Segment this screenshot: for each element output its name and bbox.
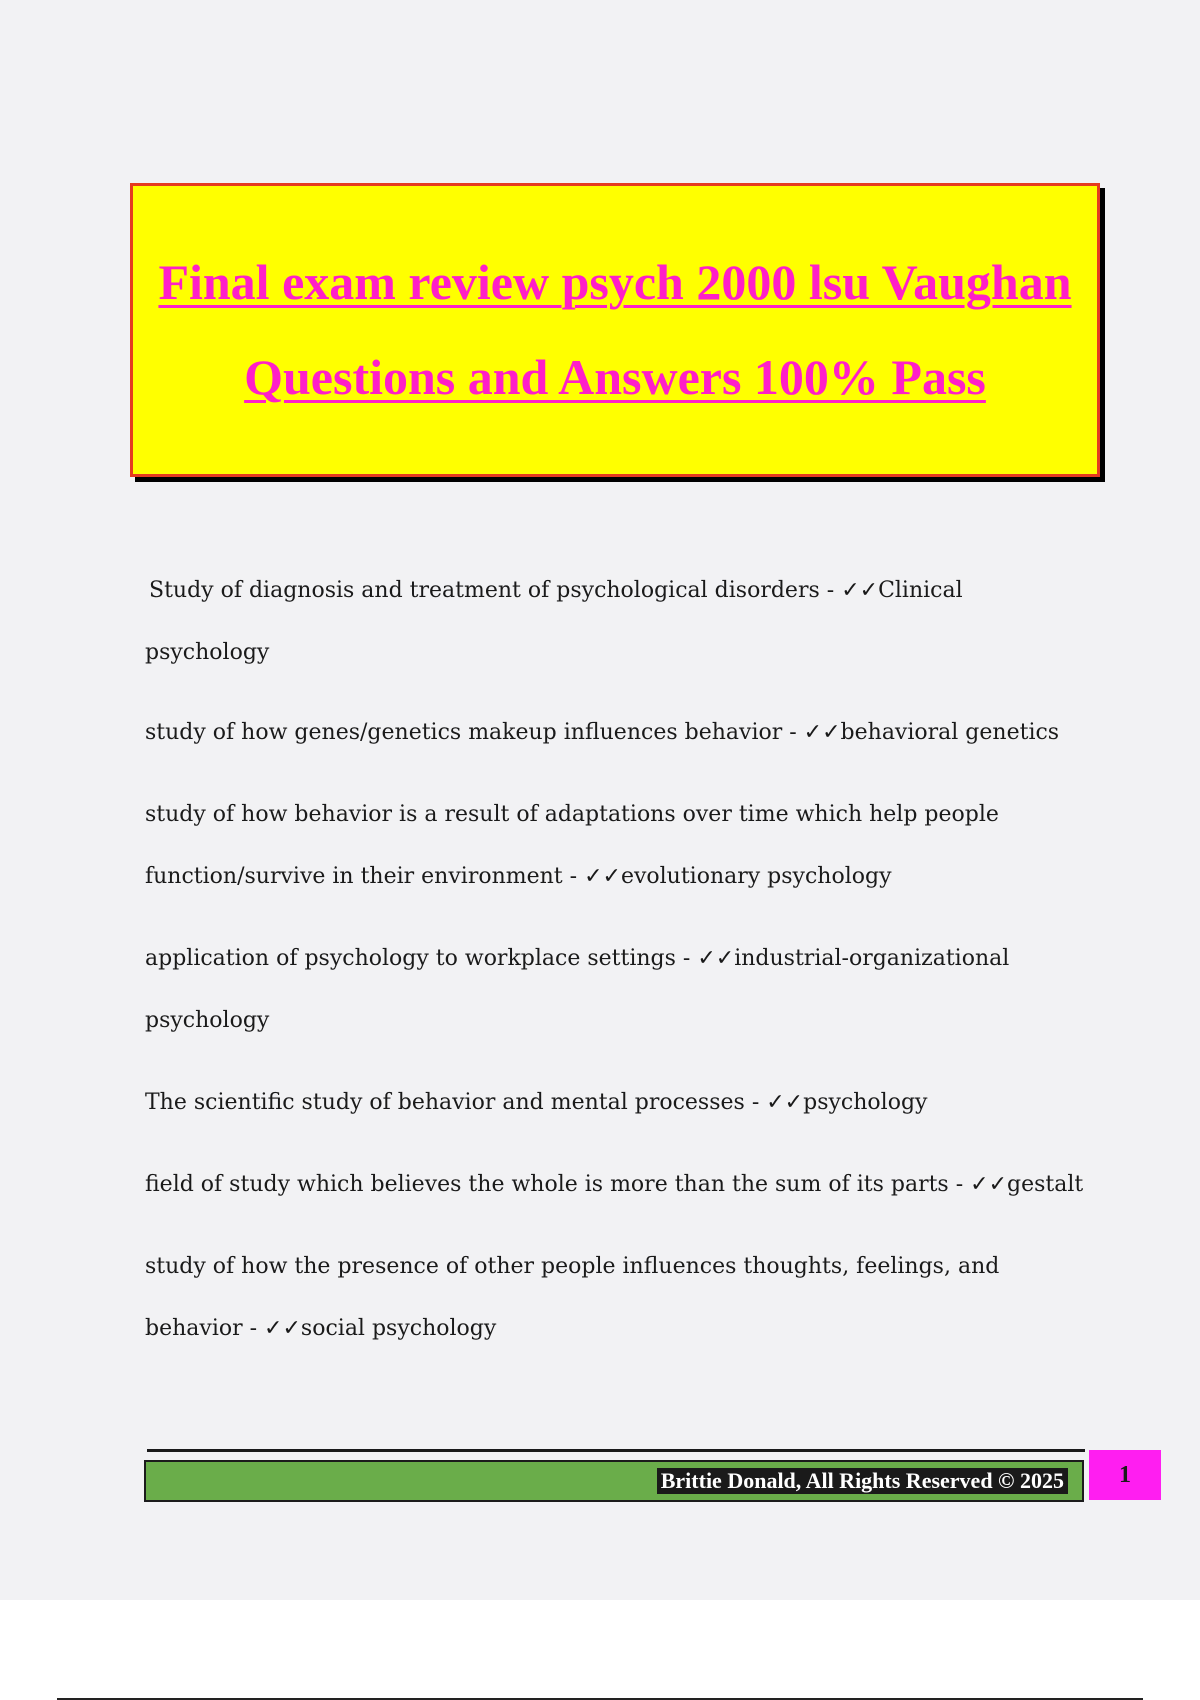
question-text: Study of diagnosis and treatment of psychological disorders (149, 578, 820, 603)
page-number: 1 (1089, 1450, 1161, 1500)
qa-item: field of study which believes the whole is more than the sum of its parts - ✓✓gestalt (145, 1172, 1084, 1197)
check-icon: ✓✓ (264, 1316, 301, 1341)
answer-text: social psychology (300, 1316, 497, 1341)
document-title: Final exam review psych 2000 lsu Vaughan Questions and Answers 100% Pass (158, 254, 1072, 405)
check-icon: ✓✓ (803, 720, 841, 745)
qa-item: study of how the presence of other people influences thoughts, feelings, and behavior - ✓✓social psychology (145, 1254, 1000, 1341)
question-text: study of how genes/genetics makeup influences behavior (145, 720, 783, 745)
footer-bar (144, 1460, 1084, 1502)
qa-item: study of how genes/genetics makeup influences behavior - ✓✓behavioral genetics (145, 720, 1060, 745)
check-icon: ✓✓ (766, 1090, 804, 1115)
question-text: field of study which believes the whole is more than the sum of its parts (145, 1172, 949, 1197)
answer-text: psychology (803, 1090, 928, 1115)
answer-text: evolutionary psychology (620, 864, 892, 889)
answer-text: behavioral genetics (840, 720, 1060, 745)
qa-item: Study of diagnosis and treatment of psychological disorders - ✓✓Clinical psychology (145, 578, 963, 665)
question-text: application of psychology to workplace settings (145, 946, 676, 971)
qa-item: The scientific study of behavior and mental processes - ✓✓psychology (145, 1090, 928, 1115)
footer-divider (147, 1449, 1085, 1452)
check-icon: ✓✓ (841, 578, 879, 603)
answer-text: gestalt (1007, 1172, 1084, 1197)
qa-item: study of how behavior is a result of adaptations over time which help people function/survive in their environment - ✓✓evolutionary psychology (145, 802, 999, 889)
title-box (130, 183, 1100, 477)
answer-text: industrial-organizational psychology (145, 946, 1010, 1033)
footer-copyright: Brittie Donald, All Rights Reserved © 2025 (657, 1468, 1068, 1494)
check-icon: ✓✓ (697, 946, 735, 971)
answer-text: Clinical psychology (145, 578, 963, 665)
check-icon: ✓✓ (584, 864, 621, 889)
question-text: study of how behavior is a result of adaptations over time which help people function/survive in their environment (145, 802, 999, 889)
question-text: The scientific study of behavior and mental processes (145, 1090, 745, 1115)
check-icon: ✓✓ (970, 1172, 1008, 1197)
qa-item: application of psychology to workplace settings - ✓✓industrial-organizational psychology (145, 946, 1010, 1033)
question-text: study of how the presence of other people influences thoughts, feelings, and behavior (145, 1254, 1000, 1341)
qa-list (145, 560, 1085, 1380)
